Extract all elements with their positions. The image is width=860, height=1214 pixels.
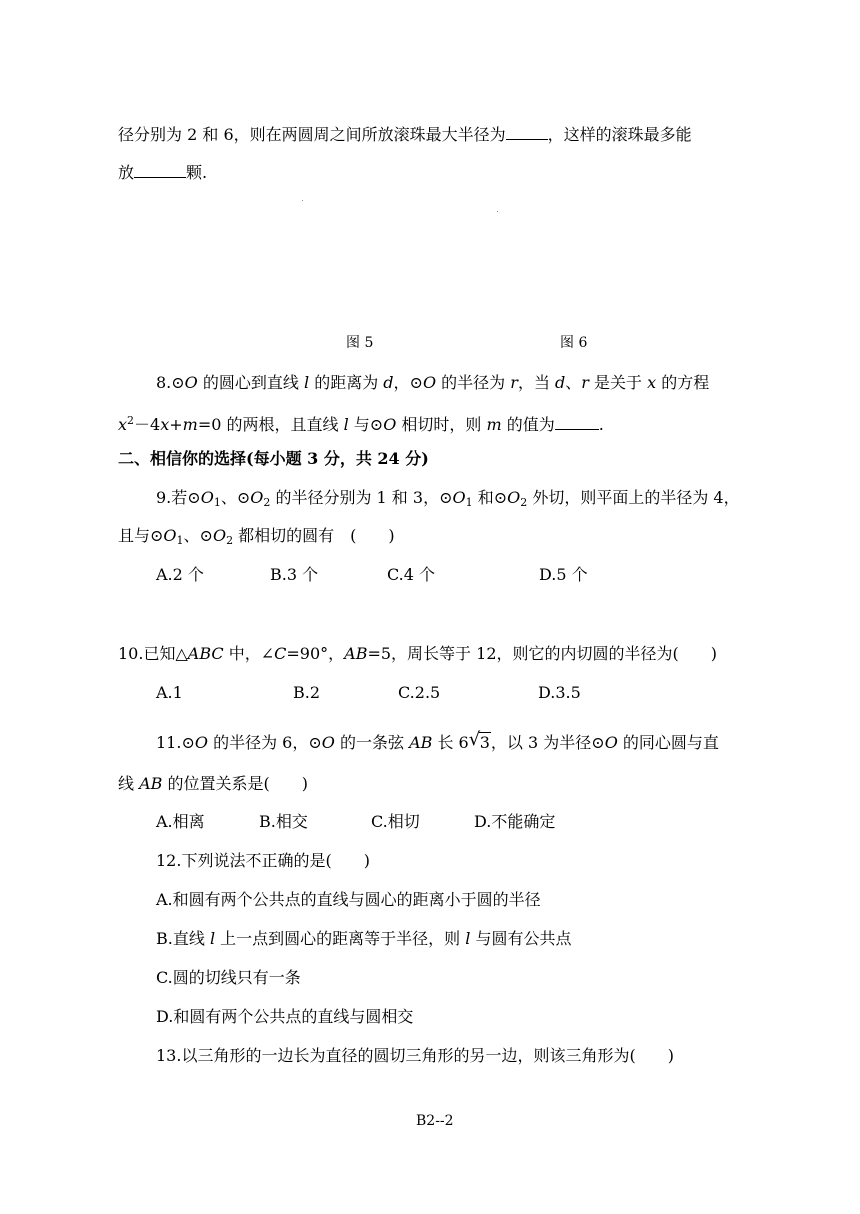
q7-line1: 径分别为 2 和 6，则在两圆周之间所放滚珠最大半径为 ，这样的滚珠最多能 [118,125,692,144]
q9-option-c[interactable]: C.4 个 [387,565,436,584]
q10-option-d[interactable]: D.3.5 [538,683,581,702]
q7-line2: 放 颗. [118,163,208,182]
q11-line2: 线 AB 的位置关系是( ) [118,774,308,793]
q11-option-a[interactable]: A.相离 [156,812,205,831]
q8-line2: $x^2-4x+m=0$ 的两根，且直线 l 与⊙O 相切时，则 m 的值为 . [118,414,604,434]
figure-dot [302,200,303,201]
q9-option-b[interactable]: B.3 个 [270,565,319,584]
q10-option-c[interactable]: C.2.5 [398,683,441,702]
q9-line2: 且与$⊙O_1$、$⊙O_2$ 都相切的圆有 ( ) [118,526,395,547]
q12-option-d[interactable]: D.和圆有两个公共点的直线与圆相交 [156,1007,414,1026]
q11-option-b[interactable]: B.相交 [259,812,308,831]
q12-option-c[interactable]: C.圆的切线只有一条 [156,968,301,987]
q9-line1: 9.若$⊙O_1$、$⊙O_2$ 的半径分别为 1 和 3，$⊙O_1$ 和$⊙O_2$ 外切，则平面上的半径为 4， [156,488,740,509]
q8-line1: 8.⊙O 的圆心到直线 l 的距离为 d，⊙O 的半径为 r，当 d、r 是关于 x 的方程 [156,373,710,392]
q12-option-a[interactable]: A.和圆有两个公共点的直线与圆心的距离小于圆的半径 [156,890,541,909]
q9-option-d[interactable]: D.5 个 [539,565,588,584]
q12-stem: 12.下列说法不正确的是( ) [156,851,370,870]
q11-line1: 11.⊙O 的半径为 6，⊙O 的一条弦 AB 长 6 √ 3，以 3 为半径⊙O 的同心圆与直 [156,729,719,752]
answer-blank[interactable] [506,123,548,140]
section-title: 二、相信你的选择(每小题 3 分，共 24 分) [118,449,429,468]
q11-option-c[interactable]: C.相切 [371,812,420,831]
answer-blank[interactable] [555,413,599,430]
sqrt-expression: √ 3 [468,729,490,752]
page-footer: B2--2 [416,1113,454,1129]
q11-option-d[interactable]: D.不能确定 [474,812,556,831]
answer-blank[interactable] [134,161,186,178]
q12-option-b[interactable]: B.直线 l 上一点到圆心的距离等于半径，则 l 与圆有公共点 [156,929,572,948]
figure-dot [497,211,498,212]
q10-option-b[interactable]: B.2 [293,683,321,702]
q13-stem: 13.以三角形的一边长为直径的圆切三角形的另一边，则该三角形为( ) [156,1046,674,1065]
q10-option-a[interactable]: A.1 [156,683,183,702]
figure-5-caption: 图 5 [346,335,374,351]
figure-6-caption: 图 6 [560,335,588,351]
q10-line1: 10.已知△ABC 中，∠C=90°，AB=5，周长等于 12，则它的内切圆的半径为( ) [118,644,717,663]
q9-option-a[interactable]: A.2 个 [156,565,204,584]
